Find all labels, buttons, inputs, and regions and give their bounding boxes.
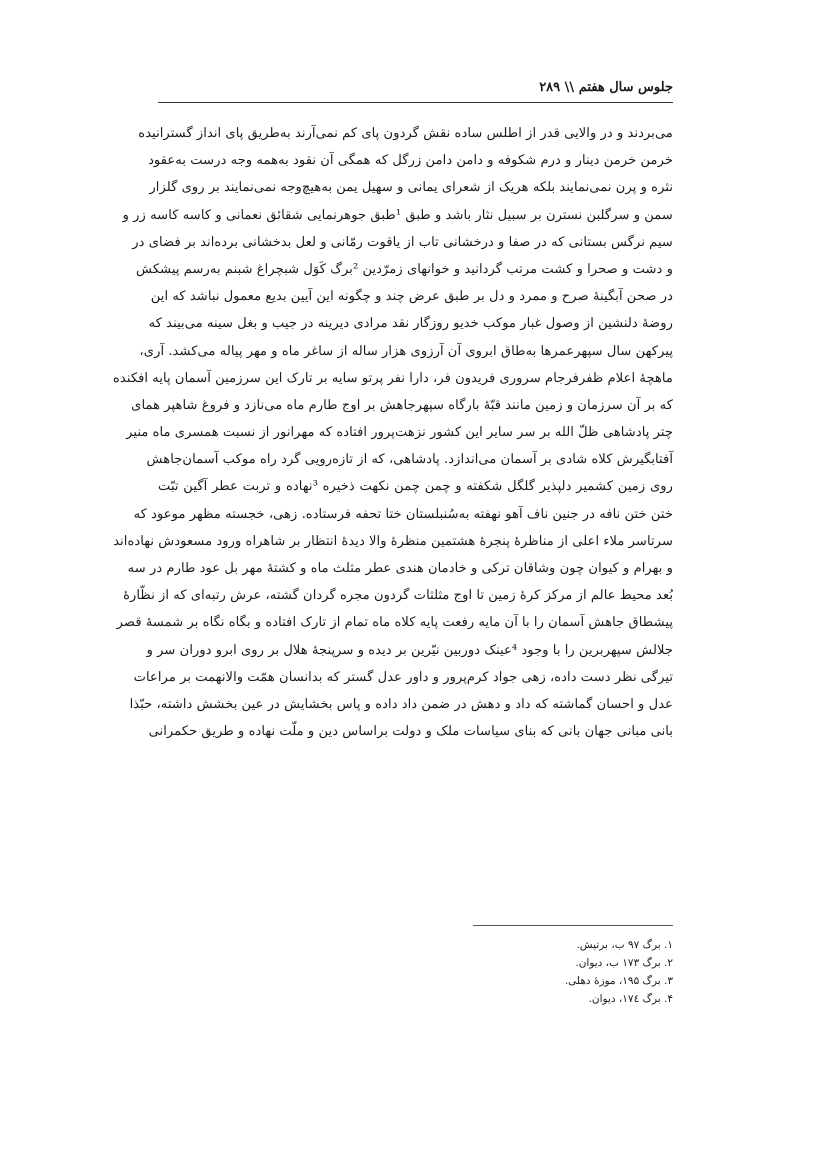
body-line: روی زمین کشمیر دلپذیر گلگل شکفته و چمن چمن نکهت ذخیره ³نهاده و تربت عطر آگین تبّت — [158, 479, 674, 495]
body-line: پیشطاق جاهش آسمان را با آن مایه رفعت پایه کلاه ماه تمام از تارک افتاده و بگاه نگاه بر شمسهٔ قصر — [116, 615, 673, 631]
body-line: می‌بردند و در والایی قدر از اطلس ساده نقش گردون پای کم نمی‌آرند به‌طریق پای انداز گسترانیده — [138, 126, 673, 141]
body-line: آفتابگیرش کلاه شادی بر آسمان می‌اندازد. پادشاهی، که از تازه‌رویی گرد راه موکب آسمان‌جاهش — [146, 452, 673, 468]
footnote-item: ۱. برگ ۹۷ ب، برتیش. — [576, 939, 673, 951]
body-line: بُعد محیط عالم از مرکز کرهٔ زمین تا اوج مثلثات گردون مجره گردان گشته، عرش رتبه‌ای که از نظّارهٔ — [123, 588, 673, 604]
body-line: ختن ختن نافه در جنین ناف آهو نهفته به‌سُنبلستان ختا تحفه فرستاده. زهی، خجسته مظهر موعود که — [133, 506, 673, 522]
body-line: ماهچهٔ اعلام ظفرفرجام سروری فریدون فر، دارا نفر پرتو سایه بر تارک این سرزمین آسمان پایه افکنده — [113, 370, 673, 386]
body-line: و بهرام و کیوان چون وشاقان ترکی و خادمان هندی عطر مثلث ماه و کشتهٔ مهر بل عود طارم در سه — [127, 561, 673, 576]
footnote-item: ۲. برگ ۱۷۳ ب، دیوان. — [575, 957, 673, 969]
body-line: روضهٔ دلنشین از وصول غبار موکب خدیو روزگار نقد مرادی دیرینه در جیب و بغل سینه می‌بیند که — [148, 316, 673, 332]
body-line: چتر پادشاهی ظلّ الله بر سر سایر این کشور نزهت‌پرور افتاده که مهرانور از نسبت همسری ماه منیر — [126, 425, 673, 441]
body-line: نثره و پرن نمی‌نمایند بلکه هریک از شعرای یمانی و سهیل یمن به‌هیچ‌وجه نمی‌نمایند بر روی گلزار — [149, 180, 673, 196]
body-line: تیرگی نظر دست داده، زهی جواد کرم‌پرور و داور عدل گستر که بدانسان همّت والانهمت بر مراعات — [133, 669, 673, 685]
body-line: سمن و سرگلبن نسترن بر سبیل نثار باشد و طبق ¹طبق جوهرنمایی شقائق نعمانی و کاسه کاسه زر و — [122, 207, 673, 223]
body-line: سرتاسر ملاء اعلی از مناظرهٔ پنجرهٔ هشتمین منظرهٔ والا دیدهٔ انتظار بر شاهراه ورود مسعودش نهاده‌اند — [113, 533, 673, 549]
body-line: جلالش سپهربرین را با وجود ⁴عینک دوربین نیّرین بر دیده و سرپنجهٔ هلال بر روی ابرو دوران سر و — [146, 642, 673, 658]
running-header — [158, 78, 673, 103]
body-line: بانی مبانی جهان بانی که بنای سیاسات ملک و دولت براساس دین و ملّت نهاده و طریق حکمرانی — [148, 724, 673, 740]
footnotes — [373, 936, 673, 1008]
body-line: که بر آن سرزمان و زمین مانند قبّهٔ بارگاه سپهرجاهش بر اوج طارم ماه می‌نازد و فروغ شاهپر همای — [131, 397, 673, 413]
body-line: و دشت و صحرا و کشت مرتب گردانید و خوانهای زمرّدین ²برگ کَوَل شبچراغ شبنم به‌رسم پیشکش — [136, 261, 673, 277]
body-line: عدل و احسان گماشته که داد و دهش در ضمن داد داده و پاس بخشایش در عین بخشش داشته، حبّذا — [129, 696, 673, 712]
footnote-item: ۳. برگ ۱۹۵، موزهٔ دهلی. — [564, 975, 673, 987]
running-title: جلوس سال هفتم \\ ۲۸۹ — [539, 80, 673, 95]
body-line: در صحن آبگینهٔ صرح و ممرد و دل بر طبق عرض چند و چگونه این آیین بدیع معمول نباشد که این — [150, 289, 673, 305]
body-text — [113, 120, 674, 745]
footnote-item: ۴. برگ ۱۷٤، دیوان. — [588, 993, 673, 1005]
body-line: خرمن خرمن دینار و درم شکوفه و دامن دامن زرگل که همگی آن نقود به‌همه وجه درست به‌عقود — [148, 153, 673, 169]
body-line: پیرکهن سال سپهرعمرها به‌طاق ابروی آن آرزوی هزار ساله از ساغر ماه و مهر پیاله می‌کشد. آری، — [139, 343, 673, 359]
body-line: سیم نرگس بستانی که در صفا و درخشانی تاب از یاقوت رمّانی و لعل بدخشانی برده‌اند بر فضای در — [132, 234, 673, 250]
footnote-divider — [473, 925, 673, 926]
